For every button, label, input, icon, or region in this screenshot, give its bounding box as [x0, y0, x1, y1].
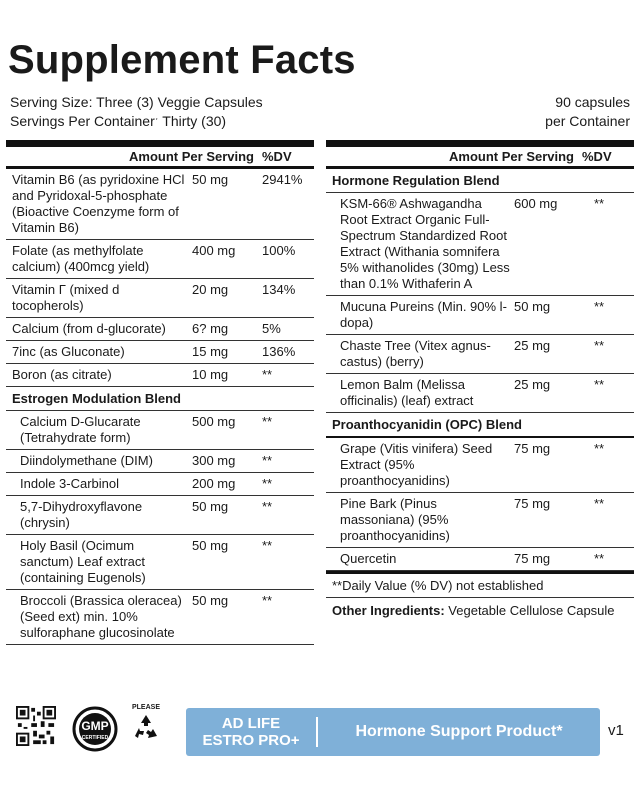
ingredient-name: 5,7-Dihydroxyflavone (chrysin) — [20, 499, 143, 530]
ingredient-amount: 25 mg — [514, 338, 551, 353]
section-title: Proanthocyanidin (OPC) Blend — [326, 413, 634, 438]
ingredient-dv: 100% — [262, 243, 296, 258]
ingredient-amount: 75 mg — [514, 551, 551, 566]
ingredient-dv: ** — [262, 499, 273, 514]
gmp-seal-icon — [72, 706, 118, 752]
ingredient-dv: ** — [594, 299, 605, 314]
section-title: Estrogen Modulation Blend — [6, 387, 314, 411]
recycle-badge — [128, 704, 164, 752]
ingredient-row — [6, 473, 314, 496]
ingredient-dv: 5% — [262, 321, 281, 336]
ingredient-name: Lemon Balm (Melissa officinalis) (leaf) extract — [340, 377, 474, 408]
ingredient-amount: 200 mg — [192, 476, 236, 491]
ingredient-row — [6, 496, 314, 535]
header-dv: %DV — [582, 149, 612, 164]
footer-strip — [0, 702, 640, 762]
facts-table-right — [326, 140, 634, 619]
ingredient-dv: ** — [594, 377, 605, 392]
ingredient-amount: 300 mg — [192, 453, 236, 468]
ingredient-row — [6, 240, 314, 279]
capsule-count-line2: per Container — [545, 113, 630, 129]
ingredient-dv: 2941% — [262, 172, 303, 187]
capsule-count-line1: 90 capsules — [555, 94, 630, 110]
ingredient-amount: 25 mg — [514, 377, 551, 392]
ingredient-amount: 6? mg — [192, 321, 229, 336]
ingredient-dv: ** — [262, 476, 273, 491]
ingredient-name: Holy Basil (Ocimum sanctum) Leaf extract (containing Eugenols) — [20, 538, 146, 585]
ingredient-dv: ** — [594, 551, 605, 566]
other-ingredients-label: Other Ingredients: — [332, 603, 445, 618]
ingredient-row — [6, 535, 314, 590]
section-title: Hormone Regulation Blend — [326, 169, 634, 193]
other-ingredients-value: Vegetable Cellulose Capsule — [444, 603, 615, 618]
ingredient-amount: 75 mg — [514, 496, 551, 511]
ingredient-amount: 50 mg — [192, 499, 229, 514]
ingredient-row — [6, 341, 314, 364]
ingredient-name: Broccoli (Brassica oleracea) (Seed ext) min. 10% sulforaphane glucosinolate — [20, 593, 182, 640]
ingredient-name: Grape (Vitis vinifera) Seed Extract (95% proanthocyanidins) — [340, 441, 493, 488]
other-ingredients — [326, 598, 634, 619]
table-header — [326, 147, 634, 169]
ingredient-amount: 400 mg — [192, 243, 236, 258]
ingredient-name: Folate (as methylfolate calcium) (400mcg yield) — [12, 243, 150, 274]
header-amount: Amount Per Serving — [129, 149, 254, 164]
header-amount: Amount Per Serving — [449, 149, 574, 164]
gmp-text: GMP — [81, 719, 109, 733]
ingredient-row — [326, 548, 634, 571]
ingredient-name: Quercetin — [340, 551, 397, 566]
ingredient-name: Vitamin Γ (mixed d tocopherols) — [12, 282, 120, 313]
product-tagline: Hormone Support Product* — [355, 723, 563, 740]
ingredient-amount: 15 mg — [192, 344, 229, 359]
product-name — [186, 715, 316, 749]
ingredient-dv: ** — [594, 196, 605, 211]
ingredient-amount: 75 mg — [514, 441, 551, 456]
ingredient-dv: ** — [262, 538, 273, 553]
gmp-certified-text: CERTIFIED — [81, 735, 109, 741]
table-header — [6, 147, 314, 169]
serving-size: Serving Size: Three (3) Veggie Capsules — [10, 94, 263, 110]
ingredient-row — [326, 374, 634, 413]
ingredient-name: Boron (as citrate) — [12, 367, 112, 382]
gmp-certified-badge — [72, 706, 118, 752]
ingredient-dv: ** — [594, 441, 605, 456]
header-dv: %DV — [262, 149, 292, 164]
ingredient-name: Pine Bark (Pinus massoniana) (95% proanthocyanidins) — [340, 496, 450, 543]
ingredient-row — [326, 493, 634, 548]
product-name-line1: AD LIFE — [221, 715, 281, 732]
ingredient-name: Vitamin B6 (as pyridoxine HCl and Pyridoxal-5-phosphate (Bioactive Coenzyme form of Vitamin B6) — [12, 172, 185, 235]
ingredient-dv: ** — [262, 593, 273, 608]
ingredient-row — [6, 318, 314, 341]
qr-code-icon — [16, 706, 56, 746]
ingredient-name: Calcium D-Glucarate (Tetrahydrate form) — [20, 414, 141, 445]
ingredient-row — [6, 279, 314, 318]
ingredient-name: Diindolymethane (DIM) — [20, 453, 153, 468]
ingredient-row — [326, 296, 634, 335]
ingredient-name: Indole 3-Carbinol — [20, 476, 120, 491]
ingredient-dv: 136% — [262, 344, 296, 359]
serving-info — [10, 93, 263, 131]
ingredient-row — [326, 438, 634, 493]
ingredient-amount: 500 mg — [192, 414, 236, 429]
ingredient-row — [326, 335, 634, 374]
facts-table-left — [6, 140, 314, 645]
ingredient-amount: 20 mg — [192, 282, 229, 297]
capsule-count — [545, 93, 630, 131]
ingredient-name: 7inc (as Gluconate) — [12, 344, 125, 359]
ingredient-amount: 600 mg — [514, 196, 558, 211]
ingredient-dv: 134% — [262, 282, 296, 297]
ingredient-name: Chaste Tree (Vitex agnus-castus) (berry) — [340, 338, 491, 369]
ingredient-amount: 10 mg — [192, 367, 229, 382]
recycle-icon — [130, 712, 162, 744]
ingredient-dv: ** — [262, 453, 273, 468]
ingredient-amount: 50 mg — [514, 299, 551, 314]
dv-footnote: **Daily Value (% DV) not established — [326, 571, 634, 598]
version-label: v1 — [608, 722, 624, 739]
servings-per-container: Servings Per Containerˑ Thirty (30) — [10, 113, 227, 129]
ingredient-row — [6, 450, 314, 473]
ingredient-dv: ** — [262, 367, 273, 382]
ingredient-dv: ** — [594, 338, 605, 353]
ingredient-row — [6, 169, 314, 240]
ingredient-row — [6, 364, 314, 387]
ingredient-amount: 50 mg — [192, 172, 229, 187]
ingredient-row — [6, 411, 314, 450]
product-banner — [186, 708, 600, 756]
ingredient-dv: ** — [594, 496, 605, 511]
ingredient-row — [6, 590, 314, 645]
ingredient-dv: ** — [262, 414, 273, 429]
ingredient-name: Calcium (from d-glucorate) — [12, 321, 166, 336]
ingredient-name: Mucuna Pureins (Min. 90% l-dopa) — [340, 299, 507, 330]
ingredient-row — [326, 193, 634, 296]
product-name-line2: ESTRO PRO+ — [202, 732, 300, 749]
page-title: Supplement Facts — [8, 38, 356, 82]
ingredient-name: KSM-66® Ashwagandha Root Extract Organic Full-Spectrum Standardized Root Extract (Withania somnifera 5% withanolides (30mg) Less than 0.1% Withaferin A — [340, 196, 510, 291]
recycle-label: PLEASE — [131, 704, 160, 711]
ingredient-amount: 50 mg — [192, 538, 229, 553]
ingredient-amount: 50 mg — [192, 593, 229, 608]
